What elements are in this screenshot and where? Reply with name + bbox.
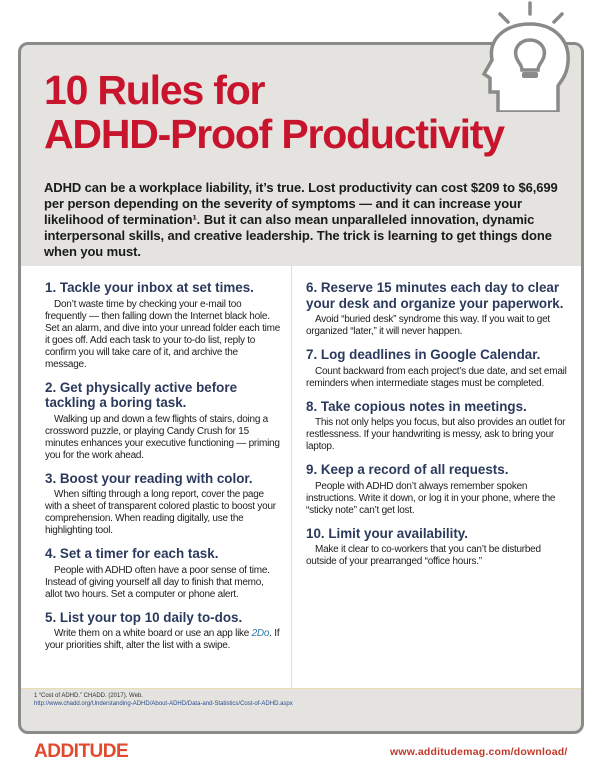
rule-item (306, 280, 571, 338)
rule-heading: 6. Reserve 15 minutes each day to clear your desk and organize your paperwork. (306, 280, 564, 311)
rules-panel (21, 266, 581, 689)
rule-heading: 4. Set a timer for each task. (45, 546, 219, 561)
rule-heading: 7. Log deadlines in Google Calendar. (306, 347, 541, 362)
rule-body (45, 628, 281, 652)
rule-heading: 1. Tackle your inbox at set times. (45, 280, 254, 295)
intro-paragraph: ADHD can be a workplace liability, it’s true. Lost productivity can cost $209 to $6,699 per person depending on the severity of symptoms — and it can increase your likelihood of termination¹. But it can also mean unparalleled innovation, dynamic interpersonal skills, and creative leadership. The trick is learning to get things done when you must. (44, 180, 558, 259)
rule-body: Make it clear to co-workers that you can’t be disturbed outside of your prearranged “office hours.” (306, 544, 541, 567)
rule-item (45, 280, 281, 371)
app-link[interactable]: 2Do (251, 628, 270, 639)
rule-body: When sifting through a long report, cover the page with a sheet of transparent colored plastic to boost your comprehension. When reading digitally, use the highlighting tool. (45, 489, 276, 536)
title-line-1: 10 Rules for (44, 67, 265, 113)
page-title (44, 68, 504, 156)
title-line-2: ADHD-Proof Productivity (44, 111, 504, 157)
rule-item (45, 546, 281, 601)
rule-heading: 2. Get physically active before tackling a boring task. (45, 379, 238, 410)
rule-body: Walking up and down a few flights of stairs, doing a crossword puzzle, or playing Candy Crush for 15 minutes enhances your executive functioning — priming you for the work ahead. (45, 413, 280, 461)
rule-body: People with ADHD often have a poor sense of time. Instead of giving yourself all day to finish that memo, allot two hours. Set a computer or phone alert. (45, 564, 270, 600)
rule-item (306, 526, 571, 569)
rule-item (45, 380, 281, 462)
rule-body-text: . If your priorities shift, alter the list with a swipe. (45, 628, 280, 651)
rule-item (306, 399, 571, 454)
rule-body: Count backward from each project’s due date, and set email reminders when intermediate stages must be completed. (306, 365, 567, 389)
rule-body: Don’t waste time by checking your e-mail too frequently — then falling down the Internet black hole. Set an alarm, and dive into your unread folder each time it goes off. Add each task to your to-do list, reply to confirm you will take care of it, and archive the message. (45, 298, 281, 370)
footnote-citation: 1 “Cost of ADHD.” CHADD. (2017). Web. (34, 693, 143, 699)
rule-body: People with ADHD don’t always remember spoken instructions. Write it down, or log it in your phone, where the “sticky note” can’t get lost. (306, 480, 556, 516)
footnote-link[interactable]: http://www.chadd.org/Understanding-ADHD/About-ADHD/Data-and-Statistics/Cost-of-ADHD.aspx (34, 701, 293, 707)
rule-heading: 9. Keep a record of all requests. (306, 462, 509, 477)
rules-column-right (292, 266, 581, 688)
rule-heading: 10. Limit your availability. (306, 525, 468, 541)
rule-body-text: Write them on a white board or use an app like (54, 628, 252, 639)
footnote (34, 692, 293, 708)
rule-heading: 5. List your top 10 daily to-dos. (45, 609, 243, 625)
additude-logo: ADDITUDE (34, 741, 129, 762)
rule-item (306, 462, 571, 517)
rule-heading: 8. Take copious notes in meetings. (306, 398, 527, 414)
rule-item (45, 471, 281, 538)
rule-item (306, 347, 571, 390)
rules-column-left (21, 266, 292, 688)
rule-heading: 3. Boost your reading with color. (45, 470, 253, 486)
rule-body: This not only helps you focus, but also provides an outlet for restlessness. If your handwriting is messy, ask to bring your laptop. (306, 417, 566, 452)
site-link[interactable]: www.additudemag.com/download/ (390, 746, 568, 758)
rule-item (45, 610, 281, 653)
rule-body: Avoid “buried desk” syndrome this way. If you wait to get organized “later,” it will never happen. (306, 314, 550, 337)
